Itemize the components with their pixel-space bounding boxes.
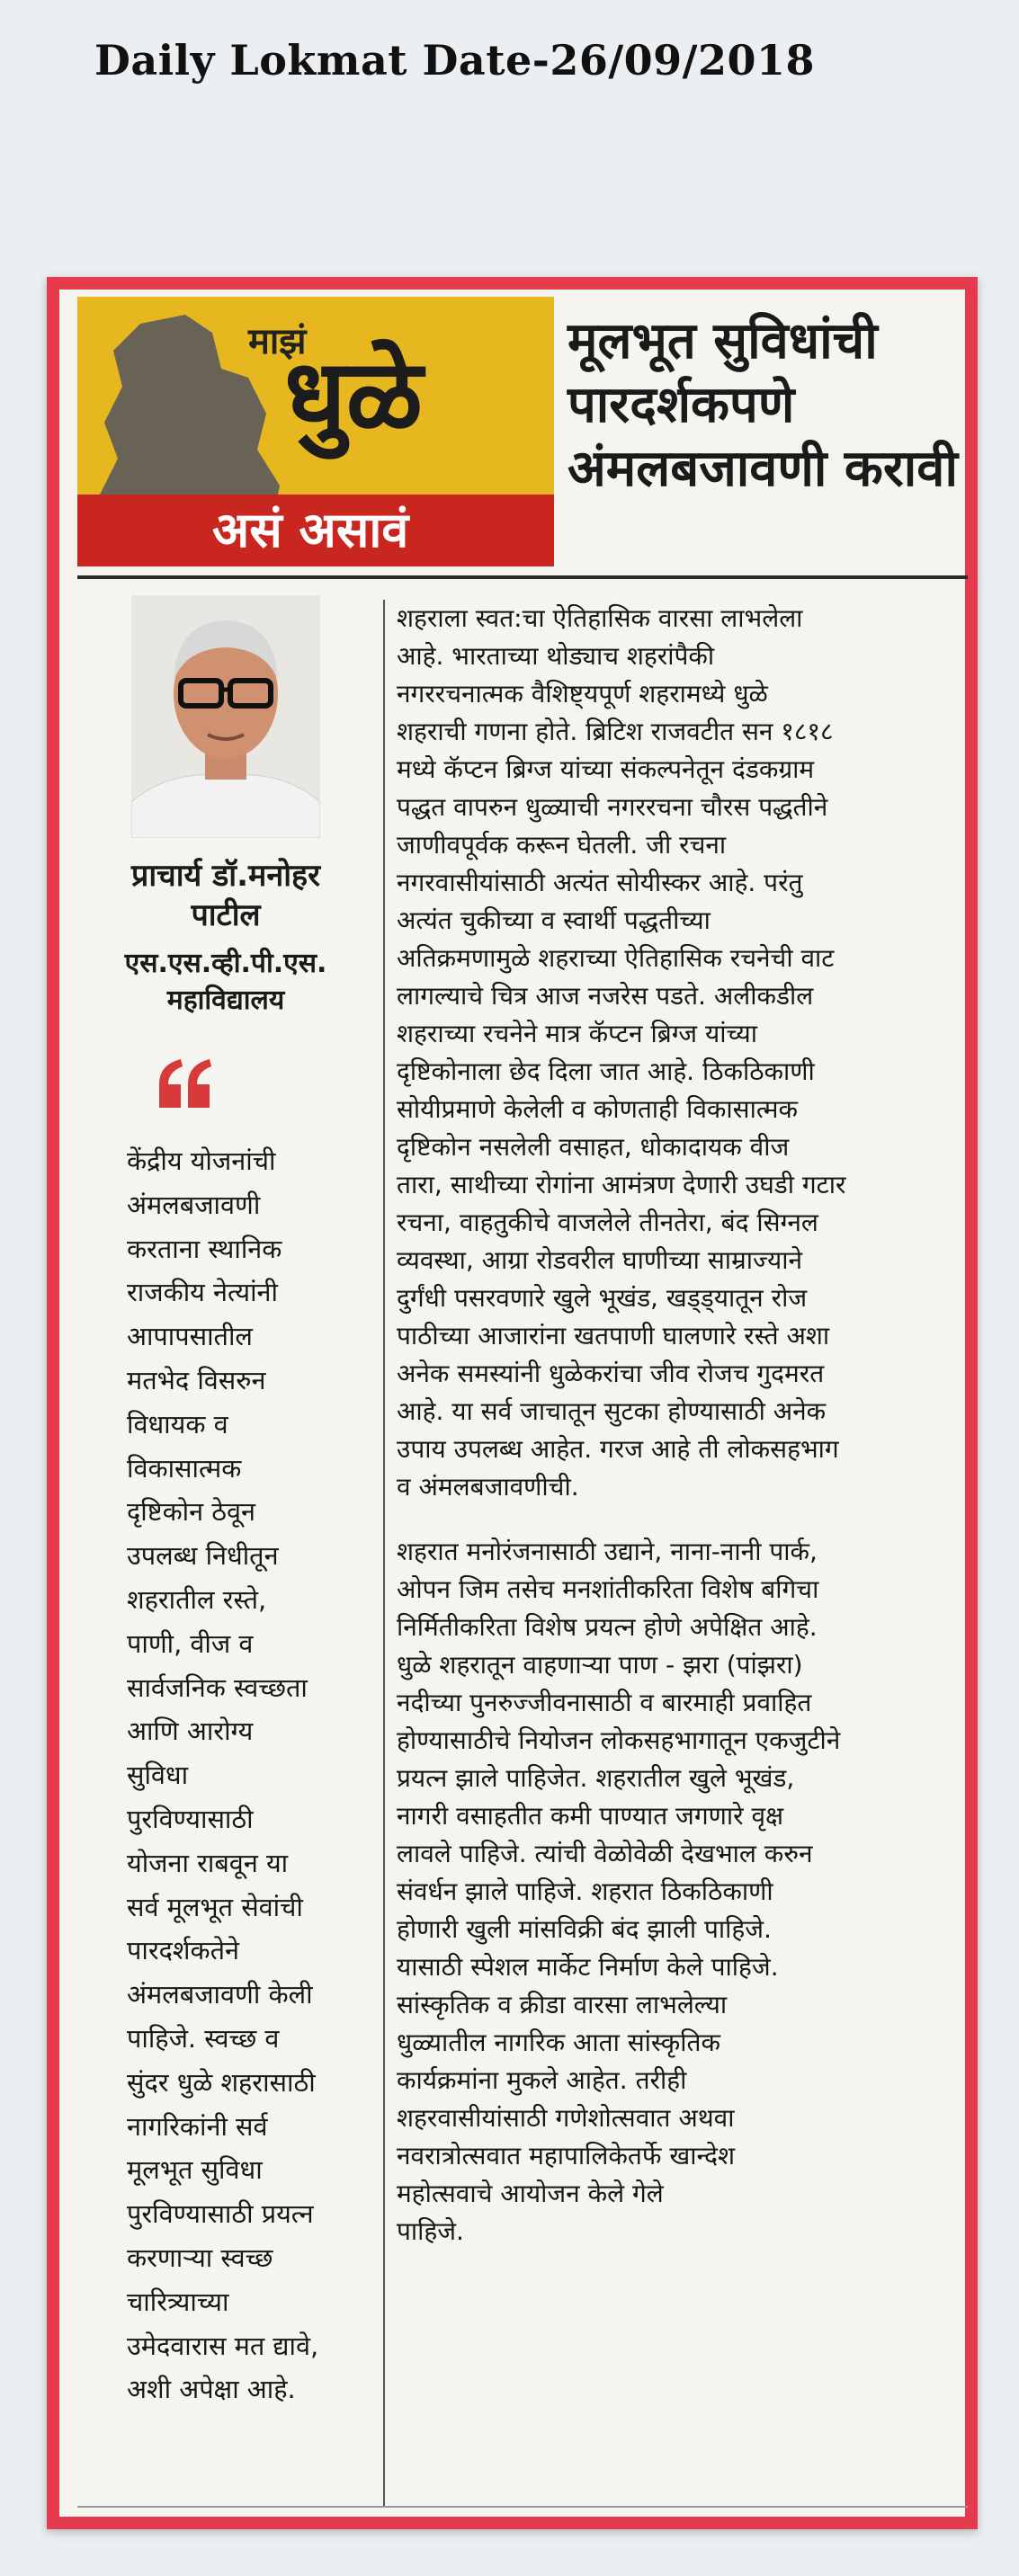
pull-quote-line: पुरविण्यासाठी प्रयत्न [127, 2198, 314, 2230]
headline-line: अंमलबजावणी करावी [568, 440, 958, 499]
body-line: दुर्गंधी पसरवणारे खुले भूखंड, खड्ड्यातून रोज [397, 1283, 808, 1313]
body-line: जाणीवपूर्वक करून घेतली. जी रचना [397, 830, 727, 860]
quote-icon [154, 1054, 217, 1117]
pull-quote-line: सुविधा [127, 1760, 189, 1791]
body-line: पाहिजे. [397, 2216, 464, 2246]
article-body [397, 600, 981, 2277]
body-line: होणारी खुली मांसविक्री बंद झाली पाहिजे. [397, 1914, 772, 1944]
pull-quote-line: उमेदवारास मत द्यावे, [127, 2330, 319, 2361]
body-line: अत्यंत चुकीच्या व स्वार्थी पद्धतीच्या [397, 905, 711, 935]
body-line: कार्यक्रमांना मुकले आहेत. तरीही [397, 2065, 687, 2095]
body-line: ओपन जिम तसेच मनशांतीकरिता विशेष बगिचा [397, 1574, 819, 1604]
body-line: नगरवासीयांसाठी अत्यंत सोयीस्कर आहे. परंतु [397, 868, 803, 897]
body-line: शहरात मनोरंजनासाठी उद्याने, नाना-नानी पार्क, [397, 1537, 818, 1566]
body-line: अतिक्रमणामुळे शहराच्या ऐतिहासिक रचनेची वाट [397, 943, 835, 973]
body-line: धुळे शहरातून वाहणाऱ्या पाण - झरा (पांझरा) [397, 1650, 803, 1680]
body-line: नगररचनात्मक वैशिष्ट्यपूर्ण शहरामध्ये धुळे [397, 679, 768, 709]
body-line: शहराला स्वत:चा ऐतिहासिक वारसा लाभलेला [397, 603, 803, 633]
header-rule [77, 575, 968, 579]
pull-quote-line: करणाऱ्या स्वच्छ [127, 2242, 273, 2273]
masthead-small-text: माझं [248, 321, 307, 362]
column-masthead [77, 297, 554, 566]
body-line: लावले पाहिजे. त्यांची वेळोवेळी देखभाल करुन [397, 1839, 813, 1868]
pull-quote-line: शहरातील रस्ते, [127, 1583, 267, 1615]
pull-quote-line: आपापसातील [127, 1321, 253, 1352]
pull-quote-line: राजकीय नेत्यांनी [127, 1277, 278, 1308]
pull-quote [127, 1139, 370, 2411]
body-line: शहराच्या रचनेने मात्र कॅप्टन ब्रिग्ज यांच्या [397, 1019, 758, 1048]
body-line: लागल्याचे चित्र आज नजरेस पडते. अलीकडील [397, 981, 814, 1011]
bottom-rule [77, 2506, 968, 2508]
body-line: उपाय उपलब्ध आहेत. गरज आहे ती लोकसहभाग [397, 1434, 839, 1464]
body-line: पाठीच्या आजारांना खतपाणी घालणारे रस्ते अशा [397, 1321, 830, 1350]
pull-quote-line: विकासात्मक [127, 1452, 242, 1484]
pull-quote-line: पाहिजे. स्वच्छ व [127, 2022, 280, 2054]
body-line: प्रयत्न झाले पाहिजेत. शहरातील खुले भूखंड, [397, 1763, 795, 1793]
page-title: Daily Lokmat Date-26/09/2018 [94, 36, 815, 85]
body-line: अनेक समस्यांनी धुळेकरांचा जीव रोजच गुदमरत [397, 1359, 825, 1388]
article-paragraph-1 [397, 600, 981, 1506]
masthead-band-text: असं असावं [212, 502, 409, 558]
pull-quote-line: मतभेद विसरुन [127, 1364, 266, 1395]
pull-quote-line: करताना स्थानिक [127, 1233, 282, 1264]
body-line: रचना, वाहतुकीचे वाजलेले तीनतेरा, बंद सिग्नल [397, 1208, 818, 1237]
pull-quote-line: विधायक व [127, 1408, 228, 1440]
author-photo [131, 595, 320, 838]
body-line: शहरवासीयांसाठी गणेशोत्सवात अथवा [397, 2103, 735, 2133]
body-line: नवरात्रोत्सवात महापालिकेतर्फे खान्देश [397, 2141, 736, 2170]
body-line: मध्ये कॅप्टन ब्रिग्ज यांच्या संकल्पनेतून दंडकग्राम [397, 754, 815, 784]
pull-quote-line: सार्वजनिक स्वच्छता [127, 1671, 308, 1703]
masthead-band [77, 495, 554, 566]
body-line: दृष्टिकोन नसलेली वसाहत, धोकादायक वीज [397, 1132, 790, 1162]
body-line: नदीच्या पुनरुज्जीवनासाठी व बारमाही प्रवाहित [397, 1688, 812, 1717]
pull-quote-line: अंमलबजावणी केली [127, 1979, 313, 2010]
pull-quote-line: आणि आरोग्य [127, 1716, 254, 1747]
masthead-city: धुळे [284, 338, 423, 455]
pull-quote-line: मूलभूत सुविधा [127, 2154, 263, 2186]
body-line: तारा, साथीच्या रोगांना आमंत्रण देणारी उघडी गटार [397, 1170, 846, 1199]
pull-quote-line: चारित्र्याच्या [127, 2286, 229, 2317]
body-line: संवर्धन झाले पाहिजे. शहरात ठिकठिकाणी [397, 1876, 773, 1906]
pull-quote-line: दृष्टिकोन ठेवून [127, 1496, 256, 1528]
body-line: सोयीप्रमाणे केलेली व कोणताही विकासात्मक [397, 1094, 798, 1124]
pull-quote-line: पुरविण्यासाठी [127, 1803, 254, 1834]
headline-line: मूलभूत सुविधांची [568, 312, 878, 370]
body-line: पद्धत वापरुन धुळ्याची नगररचना चौरस पद्धतीने [397, 792, 828, 822]
headline [568, 309, 981, 501]
headline-line: पारदर्शकपणे [568, 376, 795, 435]
body-line: आहे. या सर्व जाचातून सुटका होण्यासाठी अनेक [397, 1396, 827, 1426]
pull-quote-line: पारदर्शकतेने [127, 1935, 239, 1966]
newspaper-clipping [47, 277, 978, 2529]
article-paragraph-2 [397, 1533, 981, 2251]
body-line: शहराची गणना होते. ब्रिटिश राजवटीत सन १८१८ [397, 717, 834, 746]
body-line: महोत्सवाचे आयोजन केले गेले [397, 2179, 664, 2208]
body-line: व अंमलबजावणीची. [397, 1472, 579, 1502]
body-line: यासाठी स्पेशल मार्केट निर्माण केले पाहिजे. [397, 1952, 779, 1982]
body-line: होण्यासाठीचे नियोजन लोकसहभागातून एकजुटीने [397, 1725, 841, 1755]
pull-quote-line: पाणी, वीज व [127, 1627, 254, 1659]
author-name: प्राचार्य डॉ.मनोहर पाटील [131, 858, 320, 934]
body-line: सांस्कृतिक व क्रीडा वारसा लाभलेल्या [397, 1990, 728, 2019]
pull-quote-line: नागरिकांनी सर्व [127, 2110, 268, 2142]
author-portrait-icon [131, 595, 320, 838]
pull-quote-line: अंमलबजावणी [127, 1189, 261, 1220]
pull-quote-line: सुंदर धुळे शहरासाठी [127, 2066, 316, 2098]
body-line: दृष्टिकोनाला छेद दिला जात आहे. ठिकठिकाणी [397, 1056, 815, 1086]
body-line: व्यवस्था, आग्रा रोडवरील घाणीच्या साम्राज्याने [397, 1245, 803, 1275]
left-column [77, 586, 374, 2501]
pull-quote-line: सर्व मूलभूत सेवांची [127, 1891, 303, 1922]
pull-quote-line: केंद्रीय योजनांची [127, 1145, 276, 1176]
body-line: आहे. भारताच्या थोड्याच शहरांपैकी [397, 641, 715, 671]
body-line: नागरी वसाहतीत कमी पाण्यात जगणारे वृक्ष [397, 1801, 784, 1831]
body-line: धुळ्यातील नागरिक आता सांस्कृतिक [397, 2028, 721, 2057]
pull-quote-line: उपलब्ध निधीतून [127, 1540, 279, 1572]
body-line: निर्मितीकरिता विशेष प्रयत्न होणे अपेक्षित आहे. [397, 1612, 818, 1642]
author-institution: एस.एस.व्ही.पी.एस. महाविद्यालय [124, 948, 327, 1016]
pull-quote-line: योजना राबवून या [127, 1847, 289, 1878]
pull-quote-line: अशी अपेक्षा आहे. [127, 2374, 296, 2405]
column-divider [383, 600, 385, 2506]
